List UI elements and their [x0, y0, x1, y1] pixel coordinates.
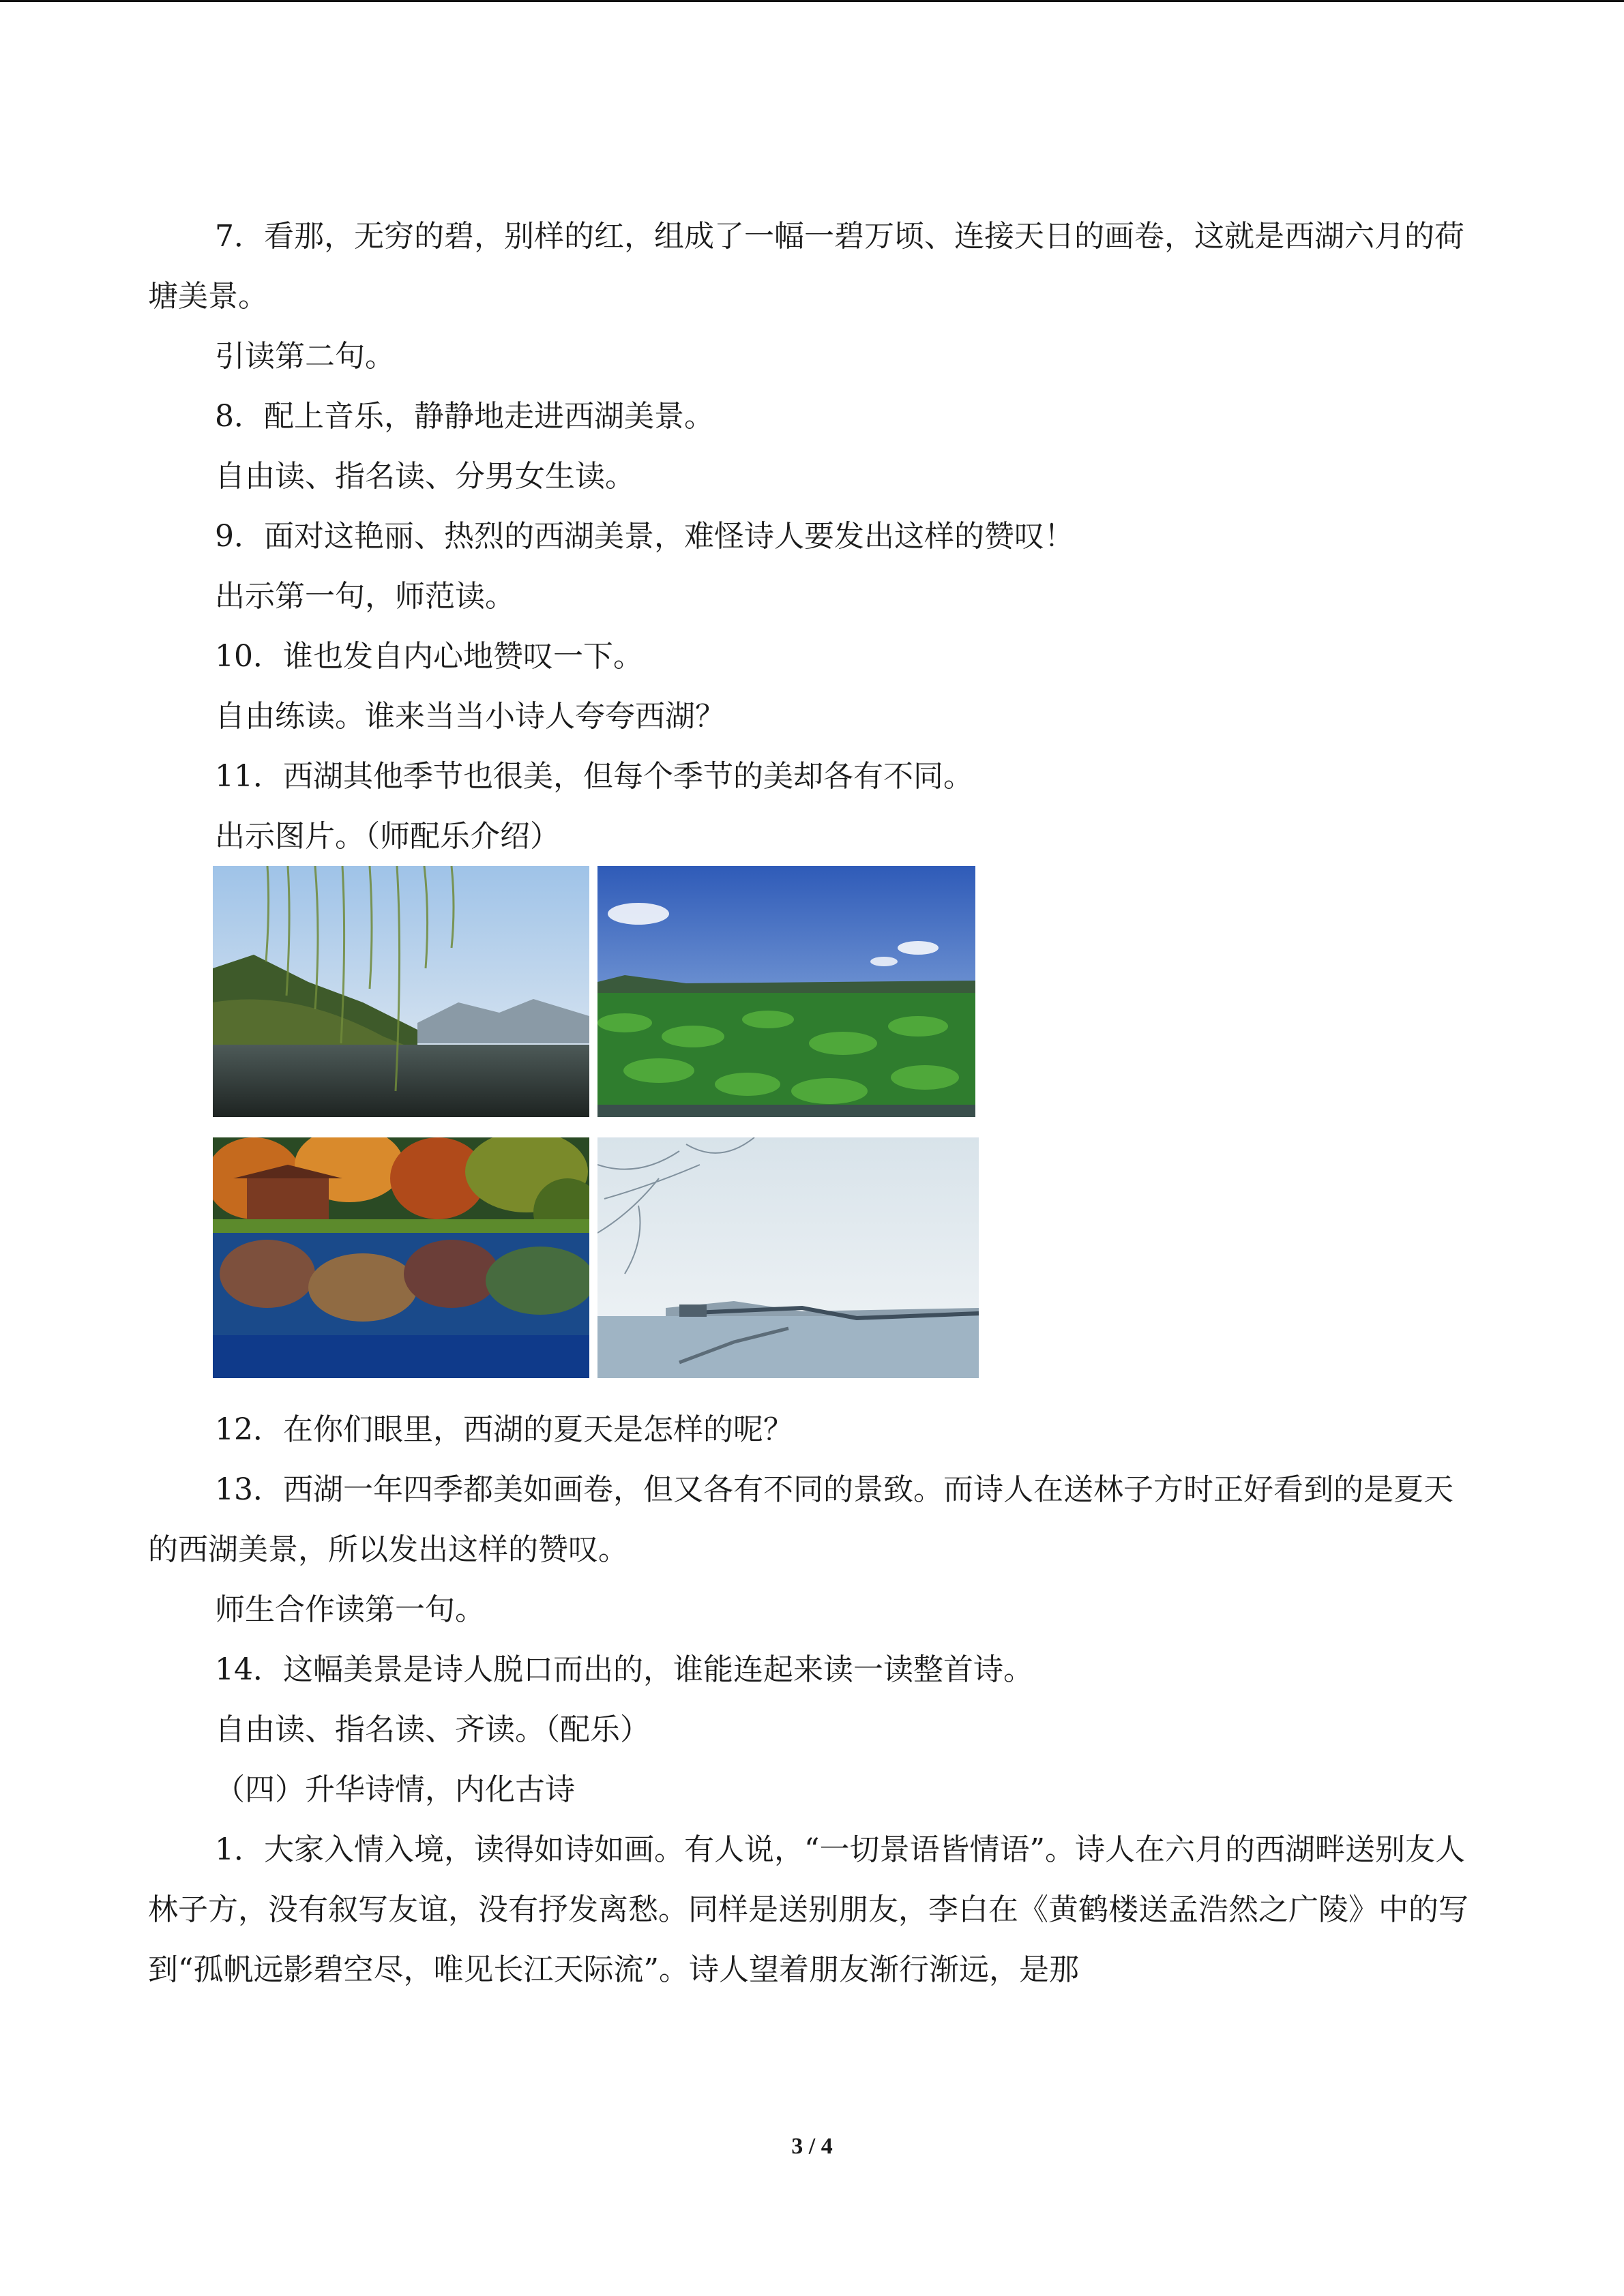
- paragraph-13-note: 师生合作读第一句。: [215, 1592, 485, 1627]
- paragraph-10: 10．谁也发自内心地赞叹一下。: [215, 639, 643, 674]
- paragraph-7: 7．看那，无穷的碧，别样的红，组成了一幅一碧万顷、连接天日的画卷，这就是西湖六月的荷塘美景。: [148, 219, 1464, 314]
- paragraph-12: 12．在你们眼里，西湖的夏天是怎样的呢？: [215, 1412, 793, 1447]
- spring-west-lake-photo: [213, 866, 589, 1117]
- paragraph-7-note: 引读第二句。: [215, 339, 395, 374]
- paragraph-8: 8．配上音乐，静静地走进西湖美景。: [215, 399, 714, 434]
- paragraph-8-note: 自由读、指名读、分男女生读。: [215, 459, 635, 494]
- autumn-pavilion-photo: [213, 1137, 589, 1378]
- section-4-heading: （四）升华诗情，内化古诗: [215, 1772, 575, 1807]
- paragraph-9: 9．面对这艳丽、热烈的西湖美景，难怪诗人要发出这样的赞叹！: [215, 519, 1074, 554]
- paragraph-13: 13．西湖一年四季都美如画卷，但又各有不同的景致。而诗人在送林子方时正好看到的是夏天的西湖美景，所以发出这样的赞叹。: [148, 1472, 1453, 1567]
- paragraph-9-note: 出示第一句，师范读。: [215, 579, 515, 614]
- section-4-paragraph-1: 1．大家入情入境，读得如诗如画。有人说，“一切景语皆情语”。诗人在六月的西湖畔送别友人林子方，没有叙写友谊，没有抒发离愁。同样是送别朋友，李白在《黄鹤楼送孟浩然之广陵》中的写到“孤帆远影碧空尽，唯见长江天际流”。诗人望着朋友渐行渐远，是那: [148, 1832, 1468, 1987]
- paragraph-11-note: 出示图片。（师配乐介绍）: [215, 819, 560, 854]
- paragraph-10-note: 自由练读。谁来当当小诗人夸夸西湖？: [215, 699, 725, 734]
- summer-lotus-photo: [597, 866, 975, 1117]
- paragraph-14: 14．这幅美景是诗人脱口而出的，谁能连起来读一读整首诗。: [215, 1652, 1033, 1687]
- paragraph-14-note: 自由读、指名读、齐读。（配乐）: [215, 1712, 650, 1747]
- page-number: 3 / 4: [791, 2134, 833, 2159]
- paragraph-11: 11．西湖其他季节也很美，但每个季节的美却各有不同。: [215, 759, 973, 794]
- winter-snow-bridge-photo: [597, 1137, 979, 1378]
